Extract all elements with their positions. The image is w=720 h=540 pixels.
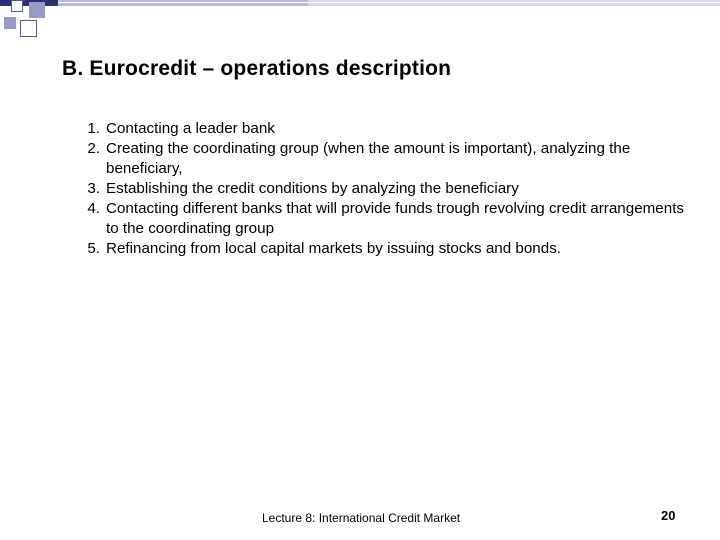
list-item-number: 2.: [87, 140, 100, 157]
header-decoration: [0, 0, 720, 50]
list-item: [66, 239, 686, 259]
list-item-text: Establishing the credit conditions by analyzing the beneficiary: [106, 180, 519, 197]
list-item: [66, 119, 686, 139]
deco-square-4: [21, 21, 37, 37]
operations-list: [66, 119, 686, 259]
list-item: [66, 179, 686, 199]
deco-square-1: [12, 1, 23, 12]
list-item-number: 5.: [87, 240, 100, 257]
list-item-text: Contacting different banks that will provide funds trough revolving credit arrangements to the coordinating group: [106, 200, 685, 237]
page-number: 20: [661, 508, 676, 523]
deco-square-3: [4, 17, 16, 29]
deco-square-2: [29, 2, 45, 18]
slide-title: B. Eurocredit – operations description: [62, 57, 452, 80]
list-item-number: 3.: [87, 180, 100, 197]
header-bar-divider: [58, 2, 720, 3]
list-item-number: 4.: [87, 200, 100, 217]
list-item: [66, 199, 686, 239]
list-item-text: Creating the coordinating group (when the amount is important), analyzing the beneficiary,: [106, 140, 631, 177]
list-item-number: 1.: [87, 120, 100, 137]
list-item-text: Refinancing from local capital markets by issuing stocks and bonds.: [106, 240, 562, 257]
list-item: [66, 139, 686, 179]
footer-lecture-title: Lecture 8: International Credit Market: [262, 511, 461, 525]
list-item-text: Contacting a leader bank: [106, 120, 275, 137]
